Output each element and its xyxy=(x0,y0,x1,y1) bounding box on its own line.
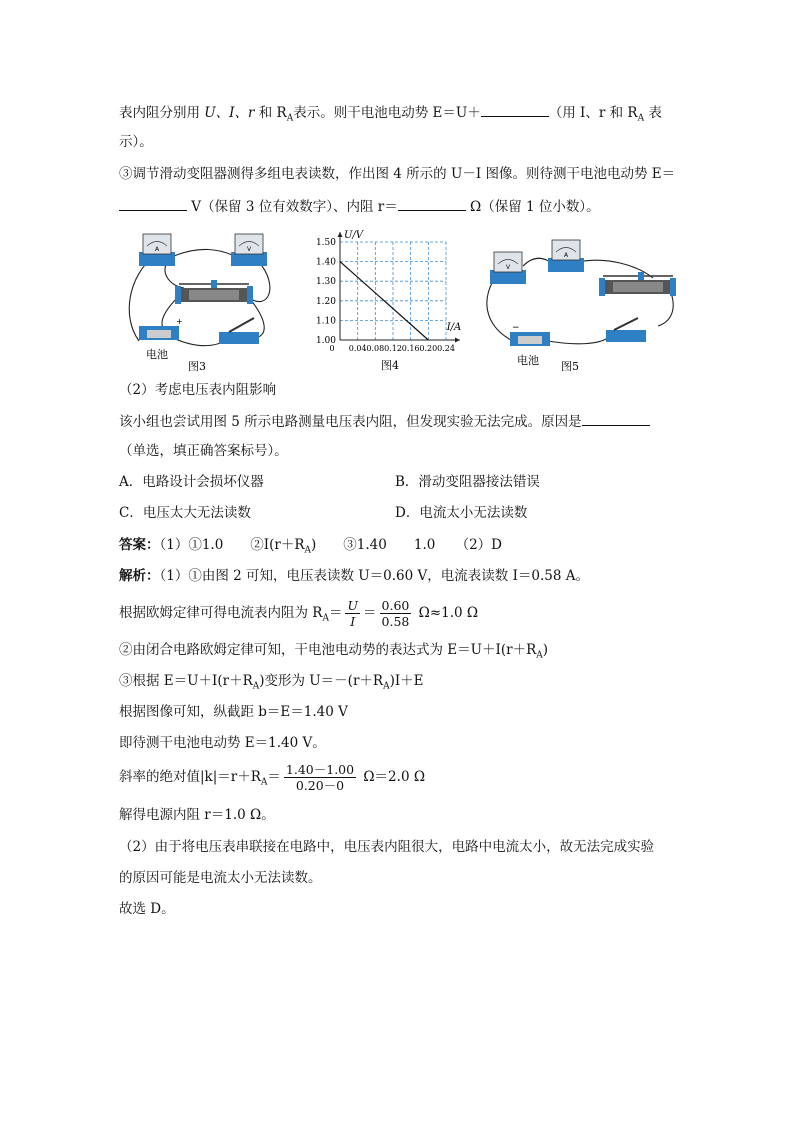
section-heading-2: （2）考虑电压表内阻影响 xyxy=(119,382,277,398)
answer-blank-r[interactable] xyxy=(398,196,466,211)
ammeter-icon xyxy=(139,234,175,266)
figure-5-caption: 图5 xyxy=(561,360,579,373)
ammeter-icon xyxy=(548,240,584,272)
text-seg: ) ③1.40 1.0 （2）D xyxy=(311,537,502,553)
voltmeter-icon xyxy=(490,252,526,284)
option-c[interactable]: C．电压太大无法读数 xyxy=(119,505,251,521)
text-line-2: 示）。 xyxy=(119,134,153,150)
subscript: A xyxy=(252,681,260,692)
text-seg: Ω＝2.0 Ω xyxy=(359,769,426,785)
x-tick-label: 0.24 xyxy=(437,344,455,353)
text-seg: （1）①1.0 ②I(r＋R xyxy=(159,537,305,553)
y-axis-label: U/V xyxy=(344,230,364,241)
answer-label: 答案： xyxy=(119,537,160,553)
reason-line-2: 的原因可能是电流太小无法读数。 xyxy=(119,870,322,886)
text-seg: ＝ xyxy=(363,605,377,621)
text-seg: V（保留 3 位有效数字）、内阻 r＝ xyxy=(191,199,398,215)
text-seg: 该小组也尝试用图 5 所示电路测量电压表内阻，但发现实验无法完成。原因是 xyxy=(119,414,582,430)
x-tick-label: 0.20 xyxy=(419,344,438,353)
final-line: 故选 D。 xyxy=(119,901,175,917)
x-axis-arrow xyxy=(455,338,460,343)
fraction-values: $\frac{0.60}{0.58}$ xyxy=(381,598,410,629)
y-tick-label: 1.50 xyxy=(315,238,336,248)
y-tick-label: 1.10 xyxy=(315,316,336,327)
transform-line xyxy=(119,671,424,697)
closed-circuit-line xyxy=(119,640,548,666)
answer-line xyxy=(119,535,502,561)
question-note: （单选，填正确答案标号）。 xyxy=(119,443,288,459)
chart-grid xyxy=(340,242,446,340)
answer-blank-1[interactable] xyxy=(481,102,549,117)
x-axis-label: I/A xyxy=(446,322,462,333)
y-tick-label: 1.40 xyxy=(315,257,336,268)
option-a[interactable]: A．电路设计会损坏仪器 xyxy=(119,474,264,490)
option-b[interactable]: B．滑动变阻器接法错误 xyxy=(395,474,540,490)
figure-3-circuit xyxy=(119,226,279,376)
intercept-line: 根据图像可知，纵截距 b＝E＝1.40 V xyxy=(119,704,348,720)
battery-icon xyxy=(510,323,550,346)
text-seg: ) xyxy=(542,642,549,658)
chart-axes xyxy=(338,232,461,343)
fraction-slope: $\frac{1.40-1.00}{0.20-0}$ xyxy=(285,762,355,793)
text-seg: 表示。则干电池电动势 E＝U＋ xyxy=(293,105,481,121)
battery-label: 电池 xyxy=(517,354,539,367)
text-seg: )I＋E xyxy=(389,673,424,689)
subscript: A xyxy=(637,113,645,124)
text-seg: （用 I、r 和 R xyxy=(548,105,638,121)
answer-blank-emf[interactable] xyxy=(119,196,187,211)
subscript: A xyxy=(322,613,329,624)
y-tick-label: 1.00 xyxy=(315,336,336,346)
subscript: A xyxy=(260,777,268,788)
text-seg: 表内阻分别用 xyxy=(119,105,205,121)
svg-text:A: A xyxy=(154,246,160,253)
ohm-law-line xyxy=(119,596,478,636)
text-seg: 表 xyxy=(644,105,662,121)
battery-label: 电池 xyxy=(146,348,168,361)
text-seg: ③根据 E＝U＋I(r＋R xyxy=(119,673,253,689)
y-tick-label: 1.30 xyxy=(315,277,336,288)
analysis-label: 解析： xyxy=(119,568,160,584)
text-seg: （1）①由图 2 可知，电压表读数 U＝0.60 V，电流表读数 I＝0.58 A。 xyxy=(159,568,590,584)
text-line-3: ③调节滑动变阻器测得多组电表读数，作出图 4 所示的 U－I 图像。则待测干电池电动势 E＝ xyxy=(119,166,676,182)
fraction-u-over-i: $\frac{U}{I}$ xyxy=(347,598,359,629)
rheostat-icon xyxy=(175,280,253,304)
text-seg: ＝ xyxy=(267,769,281,785)
text-seg: )变形为 U＝－(r＋R xyxy=(259,673,384,689)
svg-text:+: + xyxy=(176,317,183,326)
text-seg: Ω≈1.0 Ω xyxy=(414,605,479,621)
y-tick-label: 1.20 xyxy=(315,296,336,307)
text-line-4 xyxy=(119,196,600,217)
text-seg: ＝ xyxy=(328,605,343,621)
figure-4-caption: 图4 xyxy=(381,359,399,372)
answer-blank-reason[interactable] xyxy=(582,411,650,426)
question-line xyxy=(119,411,650,432)
y-axis-arrow xyxy=(338,232,343,237)
option-d[interactable]: D．电流太小无法读数 xyxy=(395,505,528,521)
text-seg: 斜率的绝对值|k|＝r＋R xyxy=(119,769,261,785)
svg-text:V: V xyxy=(505,264,511,271)
text-seg: ②由闭合电路欧姆定律可知，干电池电动势的表达式为 E＝U＋I(r＋R xyxy=(119,642,537,658)
reason-line-1: （2）由于将电压表串联接在电路中，电压表内阻很大，电路中电流太小，故无法完成实验 xyxy=(119,839,655,855)
svg-text:V: V xyxy=(246,246,252,253)
switch-icon xyxy=(606,318,646,342)
x-tick-label: 0.04 xyxy=(348,344,367,353)
svg-text:A: A xyxy=(563,252,569,259)
figure-5-circuit xyxy=(478,226,678,376)
text-seg: 和 R xyxy=(254,105,287,121)
svg-text:−: − xyxy=(512,323,520,333)
x-tick-label: 0.08 xyxy=(366,344,385,353)
resistance-result-line: 解得电源内阻 r＝1.0 Ω。 xyxy=(119,807,275,823)
text-line-1 xyxy=(119,102,662,129)
text-seg: 根据欧姆定律可得电流表内阻为 R xyxy=(119,605,323,621)
text-seg: Ω（保留 1 位小数）。 xyxy=(470,199,600,215)
subscript: A xyxy=(536,650,543,661)
chart-ticks xyxy=(316,238,455,353)
rheostat-icon xyxy=(599,272,676,296)
analysis-line-1 xyxy=(119,566,589,586)
subscript: A xyxy=(286,113,294,124)
x-tick-label: 0.16 xyxy=(401,344,420,353)
figure-3-caption: 图3 xyxy=(188,360,206,373)
figure-4-chart xyxy=(296,224,466,374)
switch-icon xyxy=(219,318,259,344)
slope-line xyxy=(119,760,425,800)
origin-label: 0 xyxy=(329,344,335,353)
x-tick-label: 0.12 xyxy=(384,344,402,353)
battery-icon xyxy=(139,317,183,340)
voltmeter-icon xyxy=(231,234,267,266)
emf-line: 即待测干电池电动势 E＝1.40 V。 xyxy=(119,735,326,751)
text-seg: U、I、r xyxy=(204,105,255,121)
subscript: A xyxy=(383,681,390,692)
subscript: A xyxy=(304,545,312,556)
